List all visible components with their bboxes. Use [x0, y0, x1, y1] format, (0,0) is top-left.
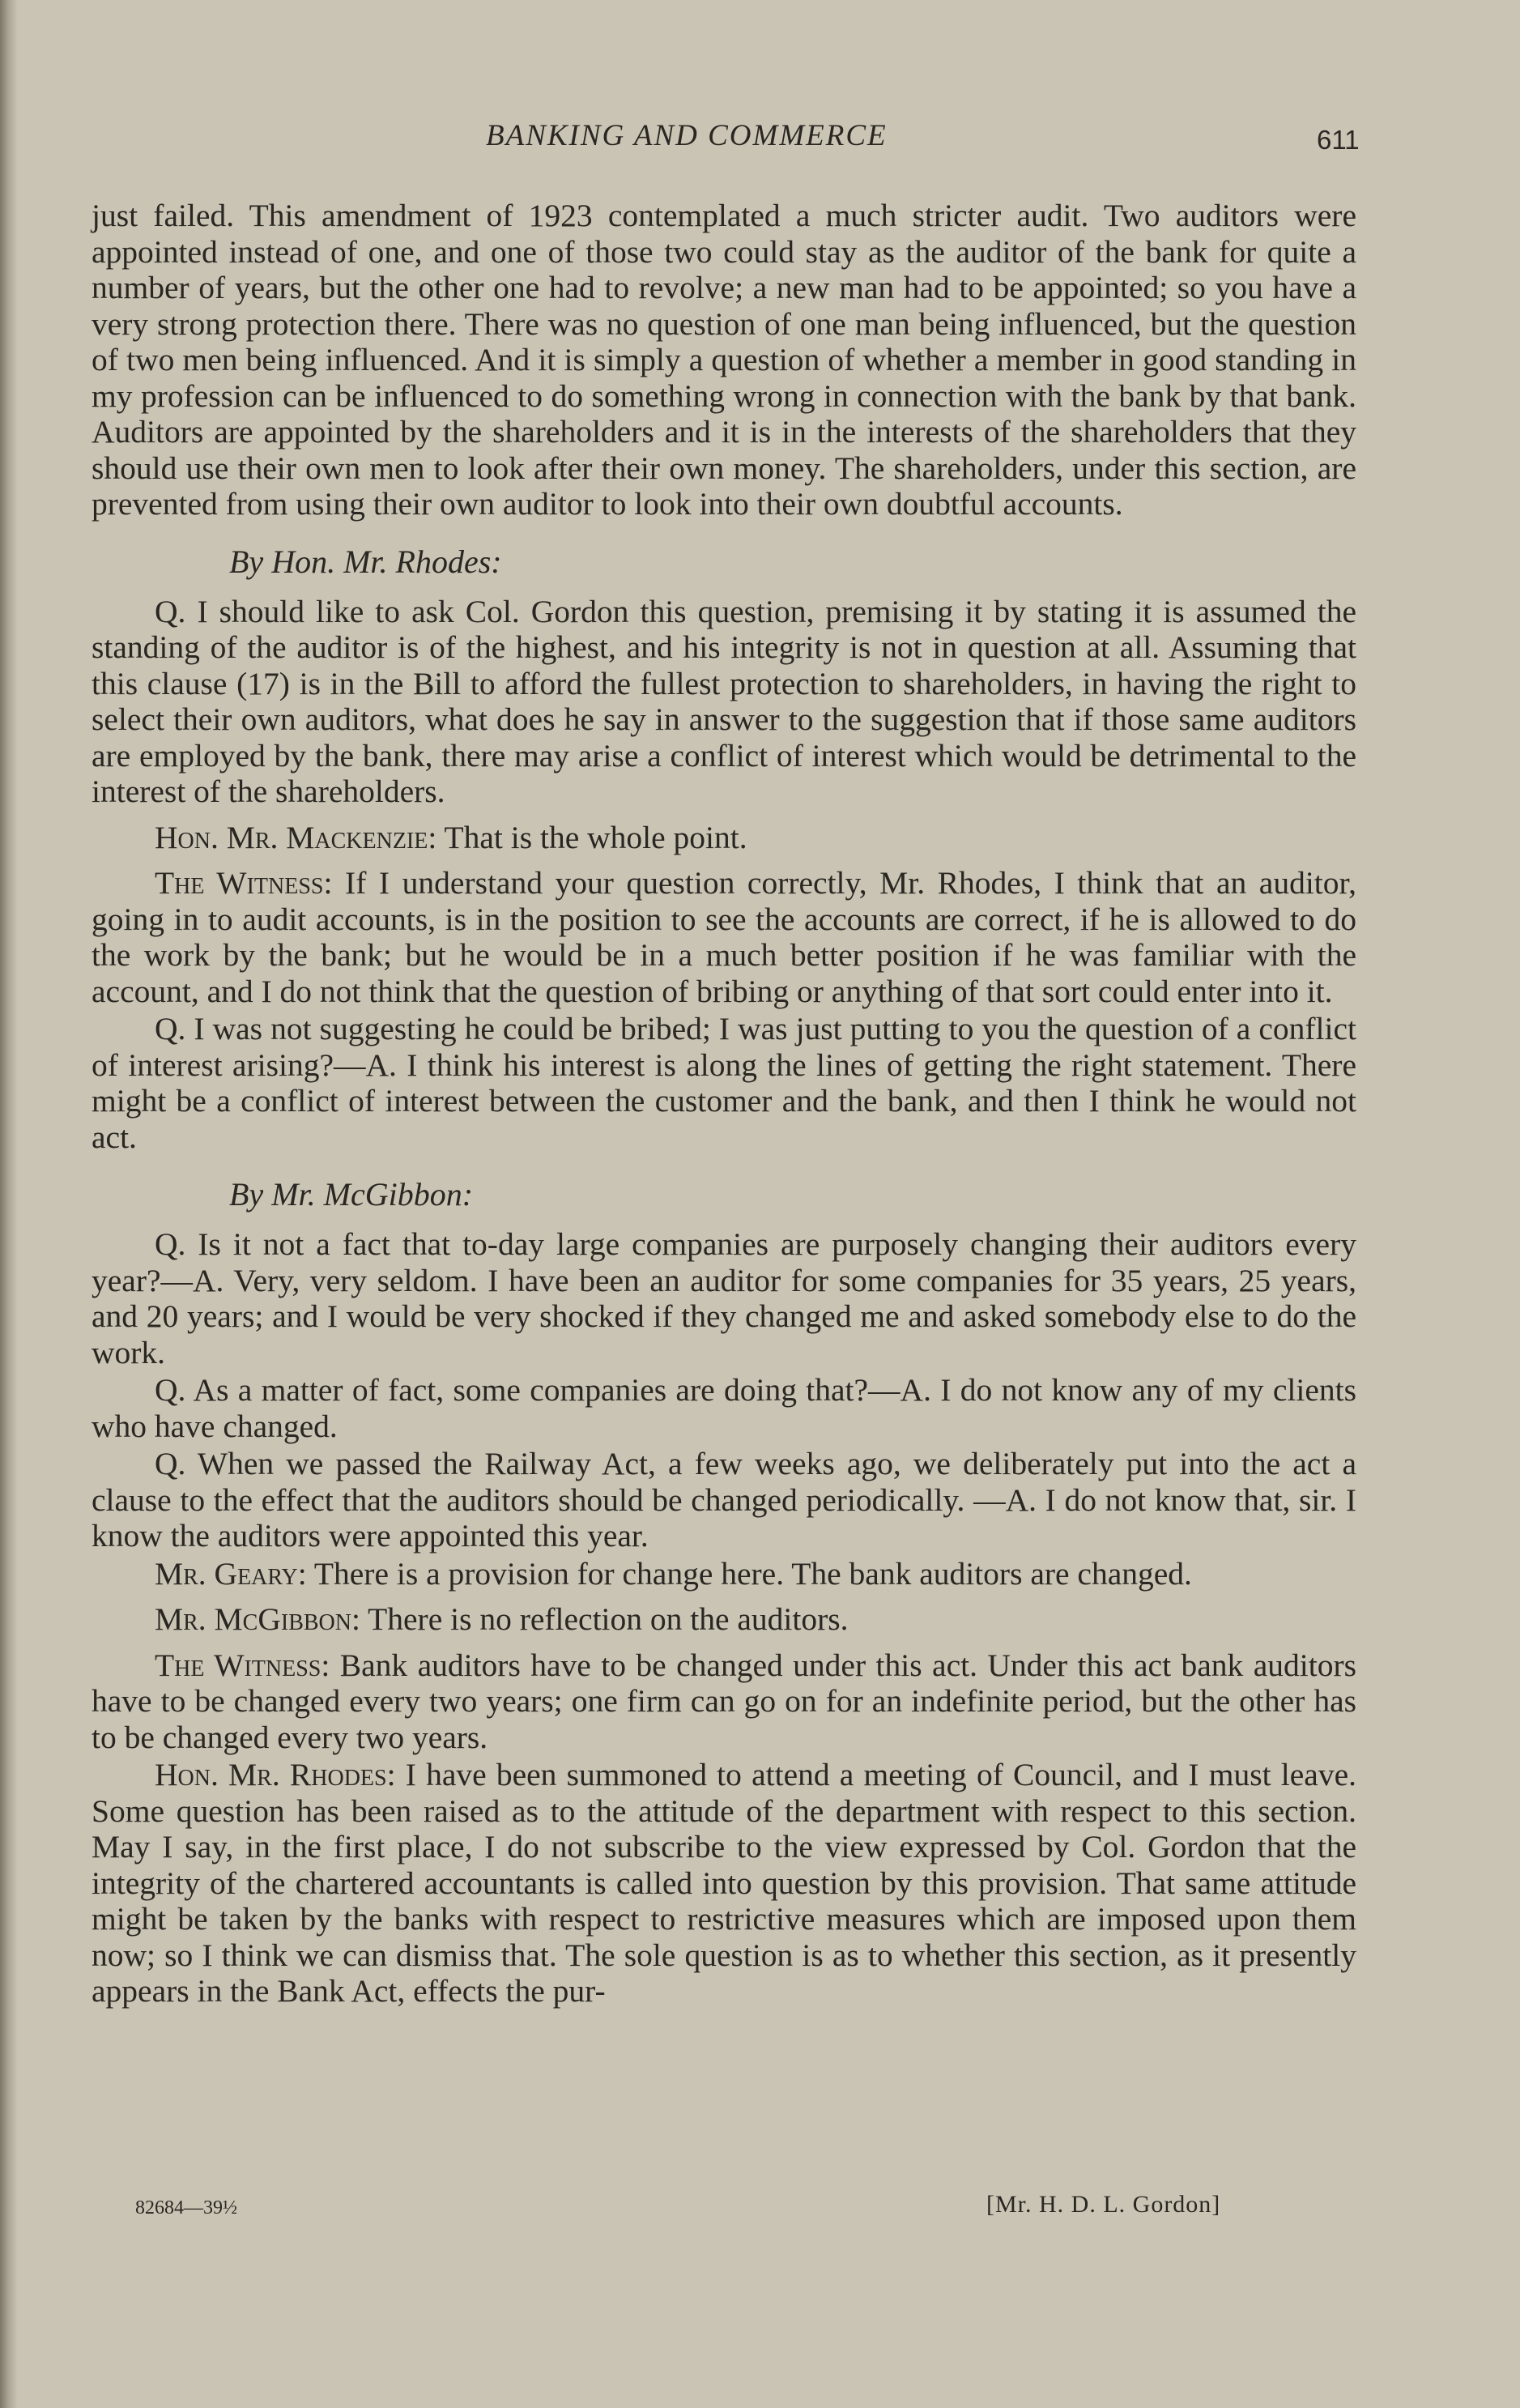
footer-speaker-note: [Mr. H. D. L. Gordon]: [986, 2191, 1221, 2218]
page-footer: [0, 2191, 1520, 2231]
speaker-name: The Witness:: [155, 865, 333, 901]
page-header: [0, 118, 1520, 167]
examiner-heading-rhodes: By Hon. Mr. Rhodes:: [229, 543, 502, 580]
paragraph-continued: just failed. This amendment of 1923 contemplated a much stricter audit. Two auditors were appointed instead of one, and one of those two could stay as the auditor of the bank for quite a number of years, but the other one had to revolve; a new man had to be appointed; so you have a very strong protection there. There was no question of one man being influenced, but the question of two men being influenced. And it is simply a question of whether a member in good standing in my profession can be influenced to do something wrong in connection with the bank by that bank. Auditors are appointed by the shareholders and it is in the interests of the shareholders that they should use their own men to look after their own money. The shareholders, under this section, are prevented from using their own auditor to look into their own doubtful accounts.: [92, 198, 1356, 522]
question-answer-paragraph: Q. Is it not a fact that to-day large companies are purposely changing their auditors every year?—A. Very, very seldom. I have been an auditor for some companies for 35 years, 25 years, and 20 years; and I would be very shocked if they changed me and asked somebody else to do the work.: [92, 1226, 1356, 1370]
remark-paragraph: [92, 1601, 1356, 1638]
remark-paragraph: [92, 820, 1356, 856]
question-answer-paragraph: Q. As a matter of fact, some companies are doing that?—A. I do not know any of my clients who have changed.: [92, 1372, 1356, 1444]
speaker-name: The Witness:: [155, 1647, 330, 1683]
remark-text: That is the whole point.: [436, 819, 747, 855]
print-code: 82684—39½: [135, 2197, 237, 2218]
question-paragraph: Q. I should like to ask Col. Gordon this question, premising it by stating it is assumed the standing of the auditor is of the highest, and his integrity is not in question at all. Assuming that this clause (17) is in the Bill to afford the fullest protection to shareholders, in having the right to select their own auditors, what does he say in answer to the suggestion that if those same auditors are employed by the bank, there may arise a conflict of interest which would be detrimental to the interest of the shareholders.: [92, 593, 1356, 809]
speaker-name: Mr. Geary:: [155, 1555, 307, 1592]
speaker-name: Hon. Mr. Rhodes:: [155, 1757, 396, 1792]
witness-paragraph: [92, 865, 1356, 1009]
remark-paragraph: [92, 1556, 1356, 1592]
running-title: BANKING AND COMMERCE: [486, 119, 888, 152]
speaker-name: Mr. McGibbon:: [155, 1601, 360, 1637]
page-body: [92, 198, 1356, 2010]
remark-text: There is no reflection on the auditors.: [360, 1601, 849, 1637]
speaker-name: Hon. Mr. Mackenzie:: [155, 819, 437, 855]
remark-text: There is a provision for change here. The bank auditors are changed.: [306, 1555, 1192, 1592]
remark-paragraph: [92, 1757, 1356, 2010]
page-number: 611: [1317, 125, 1360, 155]
witness-paragraph: [92, 1647, 1356, 1756]
witness-text: If I understand your question correctly, Mr. Rhodes, I think that an auditor, going in to audit accounts, is in the position to see the accounts are correct, if he is allowed to do the work by the bank; but he would be in a much better position if he was familiar with the account, and I do not think that the question of bribing or anything of that sort could enter into it.: [92, 865, 1356, 1009]
examiner-heading-mcgibbon: By Mr. McGibbon:: [229, 1176, 474, 1213]
witness-text: Bank auditors have to be changed under this act. Under this act bank auditors have to be changed every two years; one firm can go on for an indefinite period, but the other has to be changed every two years.: [92, 1647, 1356, 1755]
remark-text: I have been summoned to attend a meeting of Council, and I must leave. Some question has been raised as to the attitude of the department with respect to this section. May I say, in the first place, I do not subscribe to the view expressed by Col. Gordon that the integrity of the chartered accountants is called into question by this provision. That same attitude might be taken by the banks with respect to restrictive measures which are imposed upon them now; so I think we can dismiss that. The sole question is as to whether this section, as it presently appears in the Bank Act, effects the pur-: [92, 1757, 1356, 2009]
page-binding-edge: [0, 0, 18, 2408]
question-answer-paragraph: Q. I was not suggesting he could be bribed; I was just putting to you the question of a conflict of interest arising?—A. I think his interest is along the lines of getting the right statement. There might be a conflict of interest between the customer and the bank, and then I think he would not act.: [92, 1011, 1356, 1155]
question-answer-paragraph: Q. When we passed the Railway Act, a few weeks ago, we deliberately put into the act a clause to the effect that the auditors should be changed periodically. —A. I do not know that, sir. I know the auditors were appointed this year.: [92, 1446, 1356, 1553]
